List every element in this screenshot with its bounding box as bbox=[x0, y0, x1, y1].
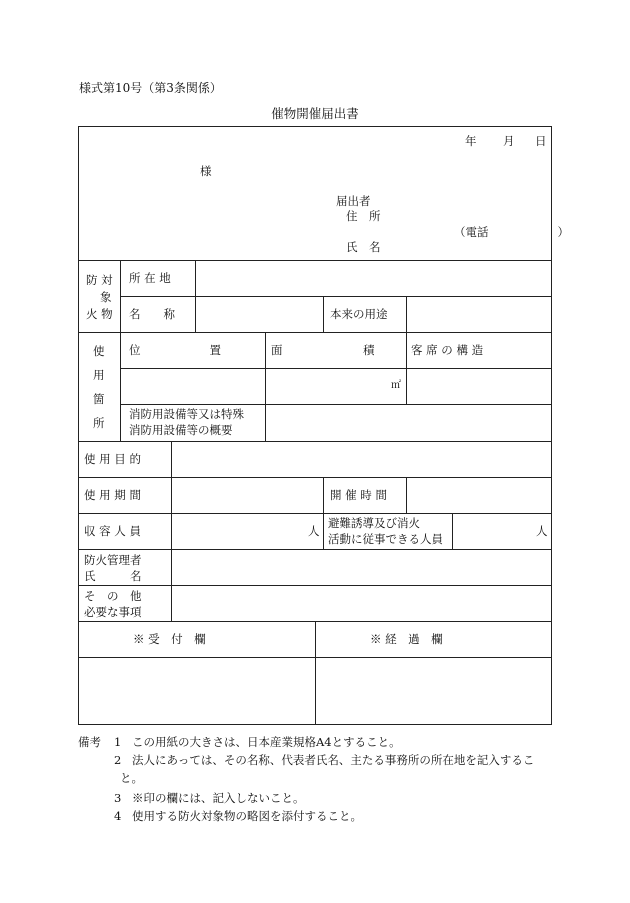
divider bbox=[78, 477, 552, 478]
applicant-label: 届出者 bbox=[336, 194, 371, 208]
area-label: 面 積 bbox=[271, 343, 375, 357]
usage-area-char: 箇 bbox=[93, 392, 105, 406]
form-title: 催物開催届出書 bbox=[271, 106, 359, 121]
name-label: 氏 名 bbox=[346, 240, 381, 254]
capacity-unit: 人 bbox=[308, 524, 320, 538]
divider bbox=[323, 477, 324, 549]
fire-manager-label: 防火管理者 bbox=[84, 553, 142, 567]
usage-area-char: 所 bbox=[93, 416, 105, 430]
divider bbox=[120, 368, 552, 369]
divider bbox=[78, 332, 552, 333]
note-number: 2 bbox=[114, 753, 122, 767]
fire-object-label: 防 対 bbox=[86, 273, 113, 287]
divider bbox=[171, 441, 172, 621]
reception-label: ※ 受 付 欄 bbox=[133, 632, 206, 646]
addressee-suffix: 様 bbox=[200, 164, 212, 178]
location-label: 所 在 地 bbox=[129, 271, 171, 285]
other-label: そ の 他 bbox=[84, 589, 142, 603]
divider bbox=[315, 621, 316, 725]
date-day-label: 日 bbox=[535, 134, 547, 148]
date-month-label: 月 bbox=[503, 134, 515, 148]
capacity-label: 収 容 人 員 bbox=[84, 524, 141, 538]
purpose-label: 使 用 目 的 bbox=[84, 452, 141, 466]
evacuation-staff-label: 活動に従事できる人員 bbox=[328, 532, 443, 546]
divider bbox=[78, 549, 552, 550]
divider bbox=[78, 585, 552, 586]
date-year-label: 年 bbox=[465, 134, 477, 148]
address-label: 住 所 bbox=[346, 209, 381, 223]
seating-structure-label: 客 席 の 構 造 bbox=[411, 343, 484, 357]
note-text: ※印の欄には、記入しないこと。 bbox=[132, 791, 305, 805]
period-label: 使 用 期 間 bbox=[84, 488, 141, 502]
equipment-label: 消防用設備等の概要 bbox=[129, 423, 233, 437]
other-label: 必要な事項 bbox=[84, 605, 142, 619]
notes-heading: 備考 bbox=[78, 735, 101, 749]
note-text: 使用する防火対象物の略図を添付すること。 bbox=[132, 809, 362, 823]
position-label: 位 置 bbox=[129, 343, 221, 357]
phone-label: （電話 ） bbox=[454, 225, 569, 239]
divider bbox=[78, 441, 552, 442]
event-time-label: 開 催 時 間 bbox=[330, 488, 387, 502]
note-text: 法人にあっては、その名称、代表者氏名、主たる事務所の所在地を記入するこ bbox=[132, 753, 535, 767]
divider bbox=[406, 332, 407, 404]
fire-manager-label: 氏 名 bbox=[84, 569, 142, 583]
fire-object-label: 象 bbox=[100, 290, 112, 304]
note-number: 4 bbox=[114, 809, 122, 823]
form-number: 様式第10号（第3条関係） bbox=[79, 81, 222, 95]
equipment-label: 消防用設備等又は特殊 bbox=[129, 407, 244, 421]
divider bbox=[406, 296, 407, 332]
divider bbox=[78, 260, 552, 261]
divider bbox=[78, 513, 552, 514]
divider bbox=[452, 513, 453, 549]
divider bbox=[120, 296, 552, 297]
note-text: と。 bbox=[120, 771, 143, 785]
divider bbox=[120, 260, 121, 441]
divider bbox=[406, 477, 407, 513]
divider bbox=[265, 332, 266, 441]
usage-area-char: 用 bbox=[93, 368, 105, 382]
evacuation-staff-label: 避難誘導及び消火 bbox=[328, 516, 420, 530]
area-unit: ㎡ bbox=[391, 380, 401, 391]
divider bbox=[120, 404, 552, 405]
usage-area-char: 使 bbox=[93, 344, 105, 358]
progress-label: ※ 経 過 欄 bbox=[370, 632, 443, 646]
object-name-label: 名 称 bbox=[129, 307, 175, 321]
evacuation-staff-unit: 人 bbox=[536, 524, 548, 538]
fire-object-label: 火 物 bbox=[86, 307, 113, 321]
divider bbox=[323, 296, 324, 332]
note-text: この用紙の大きさは、日本産業規格A4とすること。 bbox=[132, 735, 401, 749]
note-number: 1 bbox=[114, 735, 122, 749]
divider bbox=[195, 260, 196, 332]
note-number: 3 bbox=[114, 791, 122, 805]
main-use-label: 本来の用途 bbox=[330, 307, 388, 321]
